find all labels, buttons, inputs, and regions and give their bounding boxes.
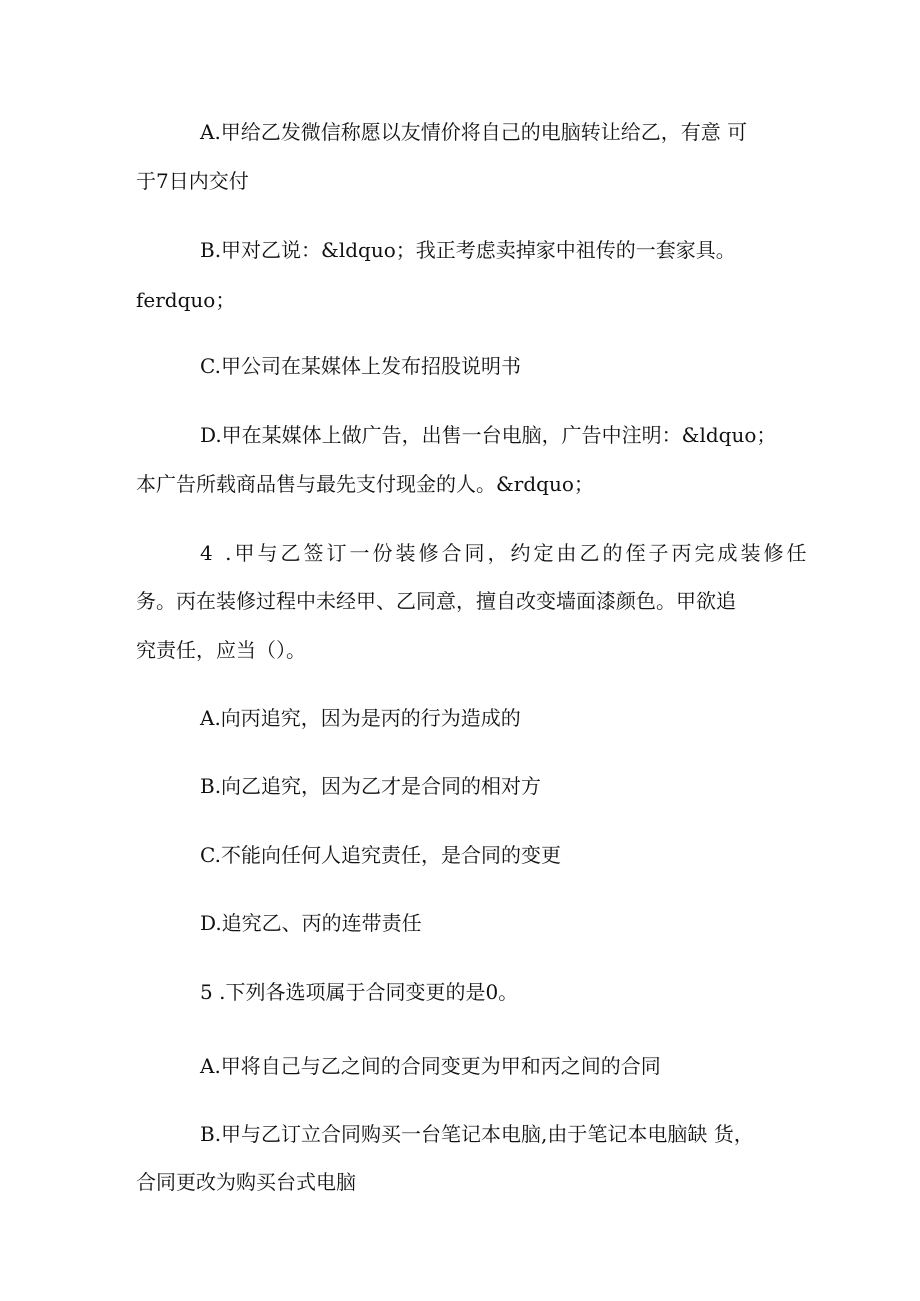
q4-option-b: B.向乙追究，因为乙才是合同的相对方 [200, 774, 542, 798]
q3-option-b-line2: ferdquo； [136, 288, 236, 312]
q3-option-c: C.甲公司在某媒体上发布招股说明书 [200, 354, 521, 378]
q3-option-a-line1: A.甲给乙发微信称愿以友情价将自己的电脑转让给乙，有意 可 [200, 120, 748, 144]
q4-question-line1: 4 .甲与乙签订一份装修合同，约定由乙的侄子丙完成装修任 [200, 541, 810, 565]
q5-option-a: A.甲将自己与乙之间的合同变更为甲和丙之间的合同 [200, 1054, 661, 1078]
q3-option-d-line1: D.甲在某媒体上做广告，出售一台电脑，广告中注明：&ldquo； [200, 423, 777, 447]
q4-question-line3: 究责任，应当（）。 [136, 638, 306, 662]
q3-option-d-line2: 本广告所载商品售与最先支付现金的人。&rdquo； [136, 472, 594, 496]
q4-option-c: C.不能向任何人追究责任，是合同的变更 [200, 843, 561, 867]
q4-option-a: A.向丙追究，因为是丙的行为造成的 [200, 706, 521, 730]
q3-option-b-line1: B.甲对乙说：&ldquo；我正考虑卖掉家中祖传的一套家具。 [200, 238, 736, 262]
q4-option-d: D.追究乙、丙的连带责任 [200, 911, 422, 935]
q3-option-a-line2: 于7日内交付 [136, 169, 249, 193]
q5-option-b-line1: B.甲与乙订立合同购买一台笔记本电脑,由于笔记本电脑缺 货， [200, 1122, 754, 1146]
q5-question: 5 .下列各选项属于合同变更的是0。 [200, 980, 519, 1004]
q5-option-b-line2: 合同更改为购买台式电脑 [136, 1170, 356, 1194]
q4-question-line2: 务。丙在装修过程中未经甲、乙同意，擅自改变墙面漆颜色。甲欲追 [136, 589, 736, 613]
